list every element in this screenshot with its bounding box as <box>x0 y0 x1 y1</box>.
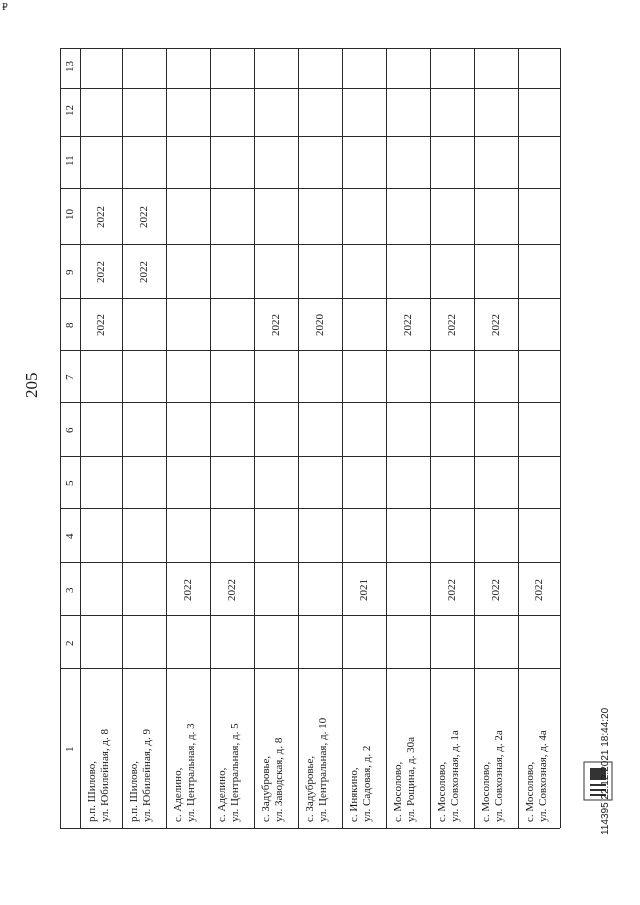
address-line1: с. Задубровье, <box>304 755 316 822</box>
address-cell <box>392 737 418 822</box>
table-rule <box>60 136 560 137</box>
address-line2: ул. Юбилейная, д. 9 <box>141 729 153 822</box>
address-cell <box>172 723 198 822</box>
year-cell-col3: 2021 <box>358 578 370 601</box>
address-line2: ул. Совхозная, д. 2а <box>493 730 505 822</box>
address-line1: р.п. Шилово, <box>86 761 98 822</box>
column-header: 13 <box>64 61 76 72</box>
address-cell <box>260 738 286 822</box>
address-cell <box>524 730 550 822</box>
table-rule <box>60 298 560 299</box>
address-line1: с. Мосолово, <box>524 761 536 822</box>
table-rule <box>60 48 560 49</box>
address-line2: ул. Рощина, д. 30а <box>405 737 417 822</box>
address-cell <box>348 746 374 822</box>
footer-stamp: 114395 22.12.2021 18:44:20 <box>600 707 611 835</box>
table-rule <box>254 48 255 828</box>
address-line2: ул. Юбилейная, д. 8 <box>99 729 111 822</box>
year-cell-col3: 2022 <box>226 578 238 601</box>
table-rule <box>166 48 167 828</box>
table-rule <box>342 48 343 828</box>
table-rule <box>60 456 560 457</box>
table-rule <box>60 244 560 245</box>
column-header: 4 <box>64 533 76 539</box>
year-cell-col9: 2022 <box>138 261 150 283</box>
year-cell-col8: 2022 <box>490 314 502 336</box>
year-cell-col8: 2022 <box>95 314 107 336</box>
table-rule <box>60 828 560 829</box>
table-rule <box>298 48 299 828</box>
address-line1: с. Задубровье, <box>260 755 272 822</box>
year-cell-col8: 2020 <box>314 314 326 336</box>
address-cell <box>86 729 112 822</box>
year-cell-col3: 2022 <box>446 578 458 601</box>
table-rule <box>60 615 560 616</box>
address-line1: р.п. Шилово, <box>128 761 140 822</box>
address-line2: ул. Центральная, д. 10 <box>317 717 329 822</box>
year-cell-col8: 2022 <box>270 314 282 336</box>
address-line2: ул. Заводская, д. 8 <box>273 737 285 822</box>
table-rule <box>60 562 560 563</box>
column-header: 1 <box>64 746 76 752</box>
address-line2: ул. Садовая, д. 2 <box>361 745 373 822</box>
address-cell <box>436 730 462 822</box>
column-header: 5 <box>64 480 76 486</box>
address-line2: ул. Центральная, д. 5 <box>229 723 241 822</box>
address-line2: ул. Центральная, д. 3 <box>185 723 197 822</box>
address-cell <box>216 723 242 822</box>
column-header: 9 <box>64 269 76 275</box>
column-header: 10 <box>64 209 76 220</box>
year-cell-col9: 2022 <box>95 261 107 283</box>
page-number: 205 <box>22 372 41 398</box>
column-header: 11 <box>64 155 76 166</box>
year-cell-col3: 2022 <box>182 578 194 601</box>
year-cell-col8: 2022 <box>446 314 458 336</box>
column-header: 7 <box>64 374 76 380</box>
table-rule <box>430 48 431 828</box>
table-rule <box>60 508 560 509</box>
corner-mark: ₽ <box>2 2 8 12</box>
table-rule <box>60 188 560 189</box>
address-line1: с. Инякино, <box>348 767 360 822</box>
table-rule <box>60 668 560 669</box>
year-cell-col3: 2022 <box>533 578 545 601</box>
address-cell <box>304 718 330 822</box>
table-rule <box>386 48 387 828</box>
year-cell-col8: 2022 <box>402 314 414 336</box>
address-cell <box>480 730 506 822</box>
table-rule <box>474 48 475 828</box>
column-header: 2 <box>64 640 76 646</box>
column-header: 3 <box>64 587 76 593</box>
table-rule <box>60 350 560 351</box>
column-header: 12 <box>64 105 76 116</box>
table-rule <box>518 48 519 828</box>
column-header: 8 <box>64 322 76 328</box>
table-rule <box>60 88 560 89</box>
table-rule <box>80 48 81 828</box>
year-cell-col3: 2022 <box>490 578 502 601</box>
address-line2: ул. Совхозная, д. 4а <box>537 730 549 822</box>
table-rule <box>60 402 560 403</box>
column-header: 6 <box>64 427 76 433</box>
year-cell-col10: 2022 <box>95 206 107 228</box>
table-rule <box>560 48 561 828</box>
address-line1: с. Мосолово, <box>392 761 404 822</box>
address-line1: с. Аделино, <box>172 767 184 822</box>
address-cell <box>128 729 154 822</box>
table-rule <box>60 48 61 828</box>
address-line1: с. Аделино, <box>216 767 228 822</box>
address-line1: с. Мосолово, <box>436 761 448 822</box>
address-line1: с. Мосолово, <box>480 761 492 822</box>
address-line2: ул. Совхозная, д. 1а <box>449 730 461 822</box>
table-rule <box>122 48 123 828</box>
year-cell-col10: 2022 <box>138 206 150 228</box>
table-rule <box>210 48 211 828</box>
